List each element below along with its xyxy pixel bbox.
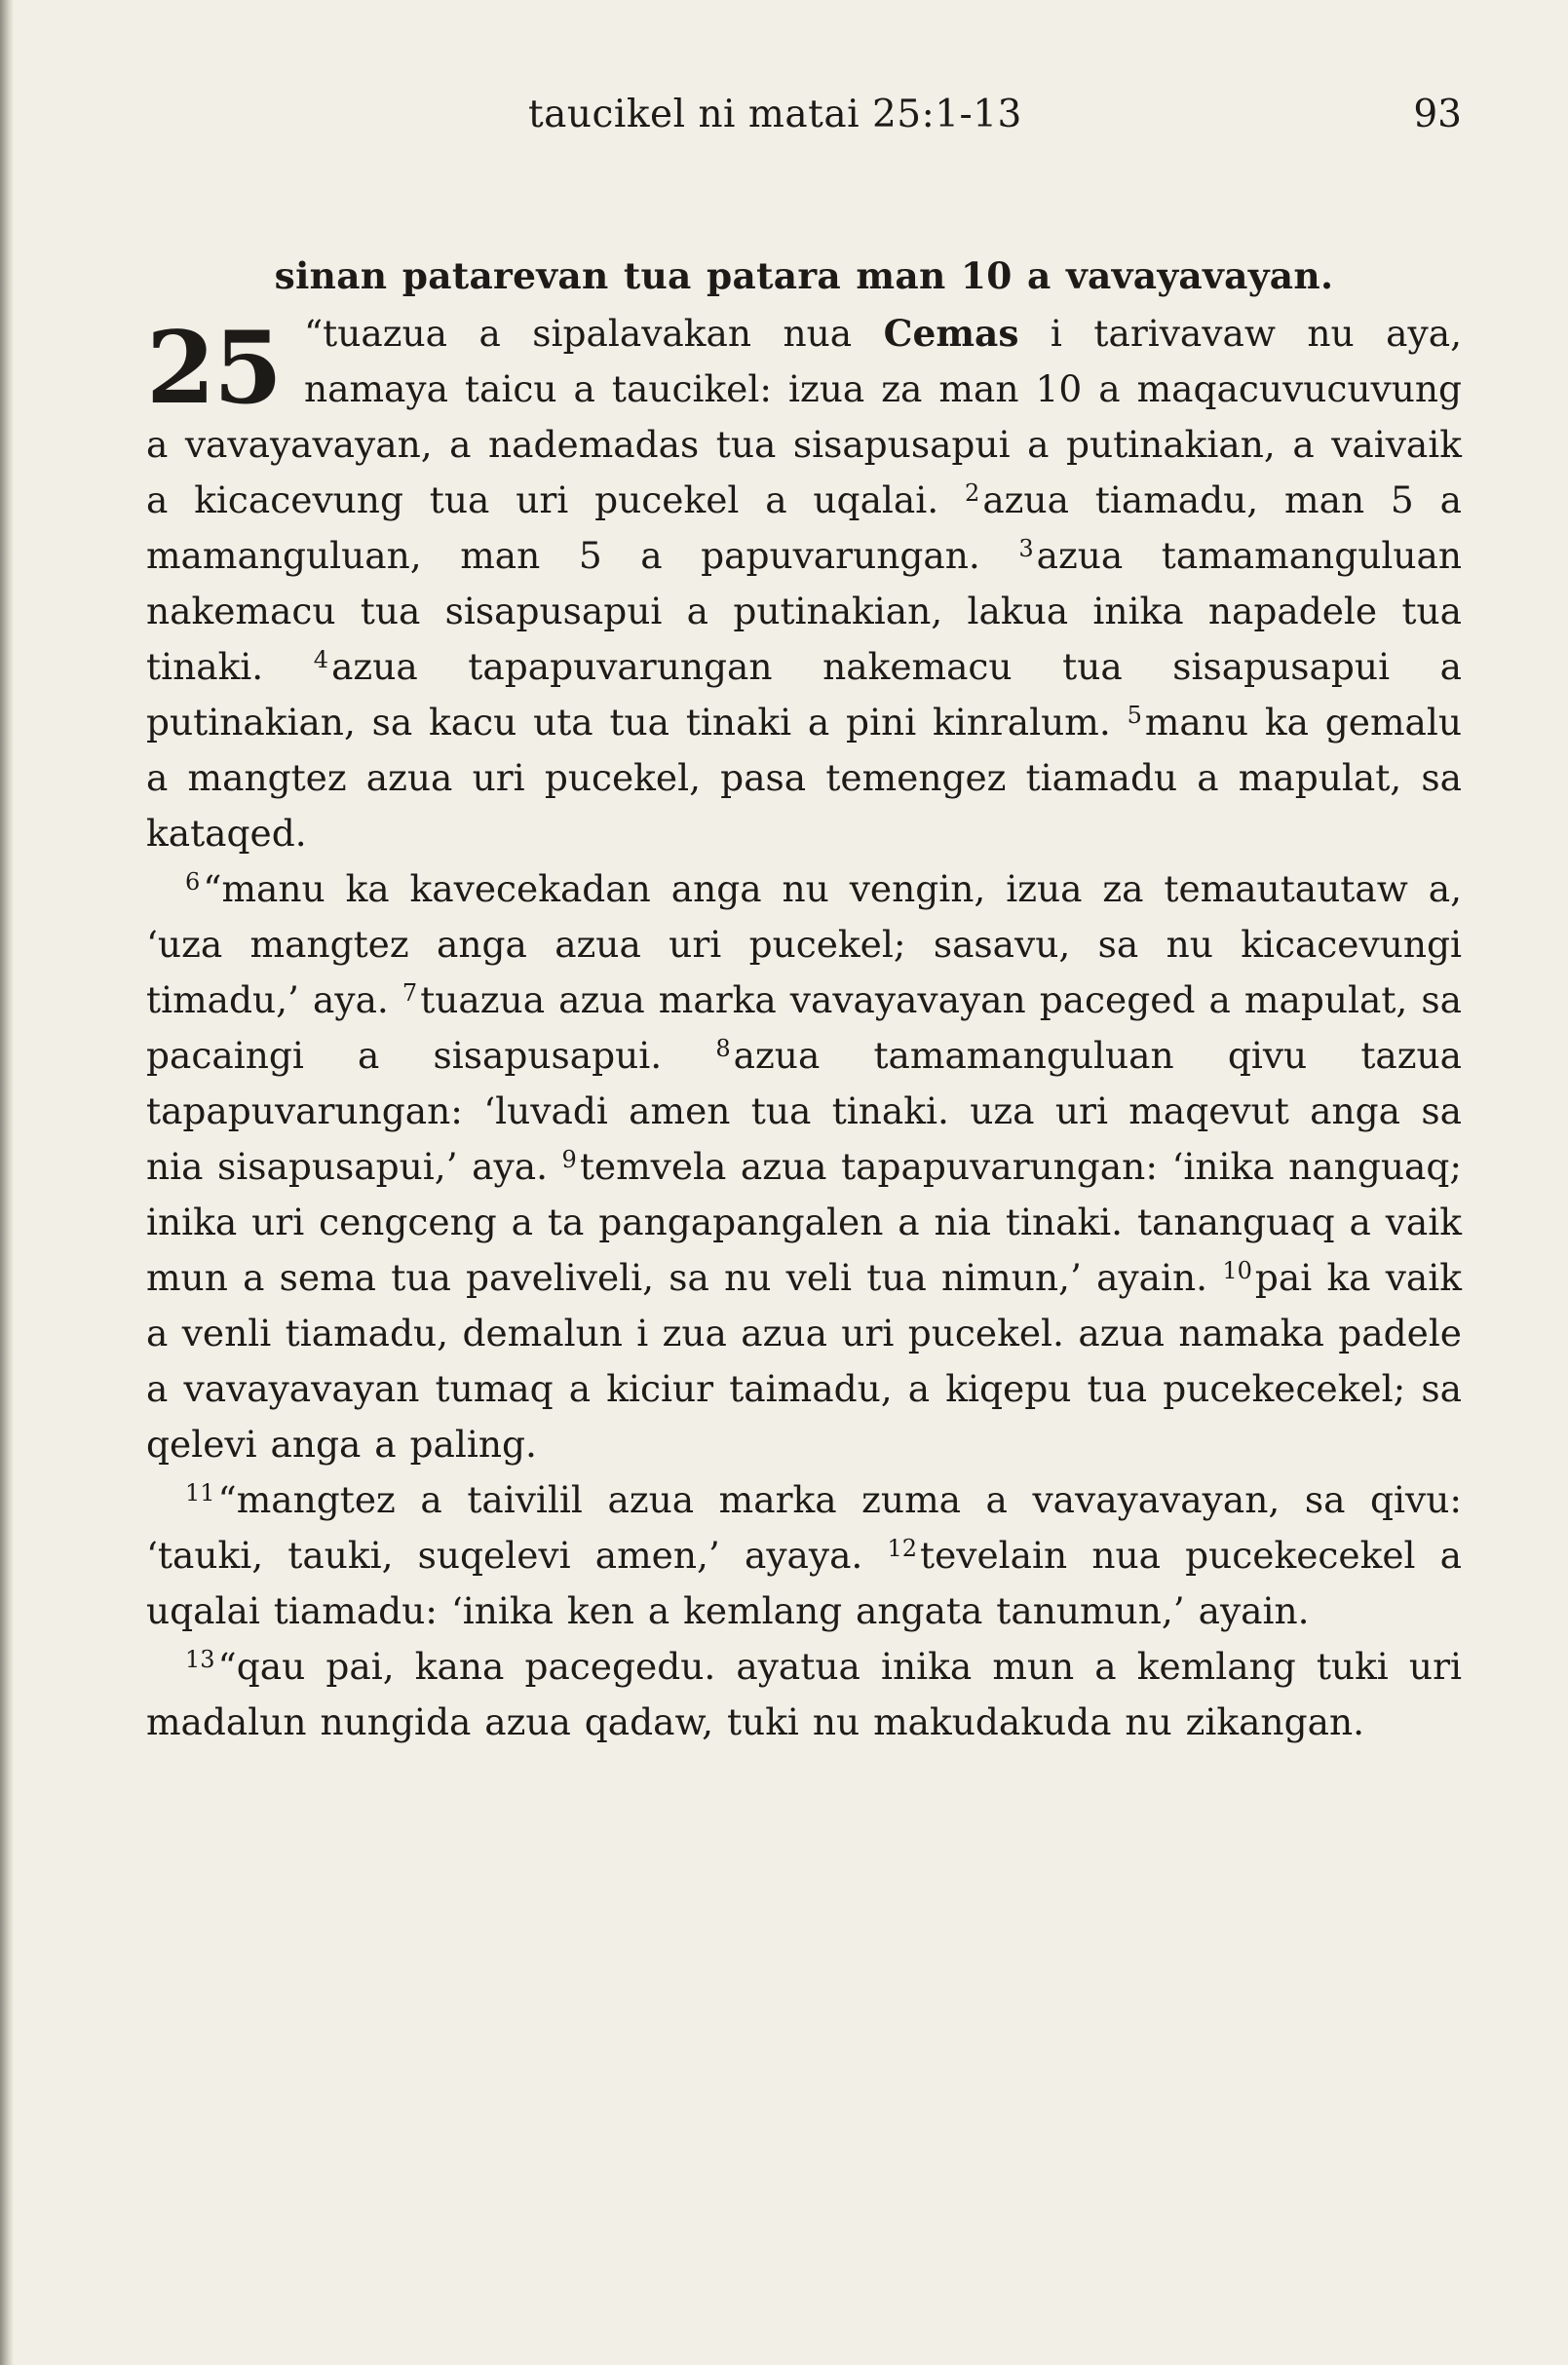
verse-text: azua tamamanguluan nakemacu tua sisapusapui a putinakian, lakua inika napadele tua tinaki. bbox=[146, 534, 1463, 688]
paragraph bbox=[146, 861, 1462, 1472]
body-text bbox=[146, 248, 1462, 1750]
verse-text: temvela azua tapapuvarungan: ‘inika nanguaq; inika uri cengceng a ta pangapangalen a nia tinaki. tananguaq a vaik mun a sema tua paveliveli, sa nu veli tua nimun,’ ayain. bbox=[146, 1145, 1462, 1299]
verse-1-emphasis: Cemas bbox=[883, 312, 1019, 355]
page-number: 93 bbox=[1413, 93, 1462, 136]
verse-number: 3 bbox=[1018, 535, 1034, 562]
verse-text: azua tapapuvarungan nakemacu tua sisapusapui a putinakian, sa kacu uta tua tinaki a pini kinralum. bbox=[146, 645, 1462, 744]
verse-number: 11 bbox=[185, 1479, 215, 1507]
verse-text: “qau pai, kana pacegedu. ayatua inika mun a kemlang tuki uri madalun nungida azua qadaw, tuki nu makudakuda nu zikangan. bbox=[146, 1645, 1462, 1743]
paragraph bbox=[146, 306, 1462, 861]
paragraph bbox=[146, 1472, 1462, 1639]
verse-number: 6 bbox=[185, 868, 201, 896]
binding-edge bbox=[0, 0, 14, 2365]
verse-number: 7 bbox=[402, 979, 418, 1007]
verse-text: azua tamamanguluan qivu tazua tapapuvarungan: ‘luvadi amen tua tinaki. uza uri maqevut anga sa nia sisapusapui,’ aya. bbox=[146, 1034, 1463, 1188]
running-head bbox=[146, 90, 1462, 140]
verse-number: 9 bbox=[561, 1146, 577, 1173]
verse-text: “mangtez a taivilil azua marka zuma a vavayavayan, sa qivu: ‘tauki, tauki, suqelevi amen,’ ayaya. bbox=[146, 1478, 1462, 1577]
chapter-number: 25 bbox=[146, 310, 281, 427]
verse-text: azua tiamadu, man 5 a mamanguluan, man 5 a papuvarungan. bbox=[146, 478, 1462, 577]
verse-number: 13 bbox=[185, 1646, 215, 1673]
verse-text: manu ka gemalu a mangtez azua uri pucekel, pasa temengez tiamadu a mapulat, sa kataqed. bbox=[146, 701, 1463, 855]
running-title: taucikel ni matai 25:1-13 bbox=[528, 93, 1022, 136]
verse-text: tuazua azua marka vavayavayan paceged a mapulat, sa pacaingi a sisapusapui. bbox=[146, 978, 1463, 1077]
verse-text: “manu ka kavecekadan anga nu vengin, izua za temautautaw a, ‘uza mangtez anga azua uri pucekel; sasavu, sa nu kicacevungi timadu,’ aya. bbox=[146, 867, 1462, 1021]
verse-number: 8 bbox=[715, 1035, 731, 1062]
paragraph bbox=[146, 1639, 1462, 1750]
verse-number: 10 bbox=[1222, 1257, 1252, 1284]
verse-number: 12 bbox=[887, 1535, 918, 1562]
verse-number: 5 bbox=[1127, 702, 1142, 729]
verse-number: 4 bbox=[313, 646, 329, 673]
verse-1-text-cont: i tarivavaw nu aya, namaya taicu a taucikel: izua za man 10 a maqacuvucuvung a vavayavayan, a nademadas tua sisapusapui a putinakian, a vaivaik a kicacevung tua uri pucekel a uqalai. bbox=[146, 312, 1462, 521]
verse-number: 2 bbox=[965, 479, 980, 507]
verse-text: pai ka vaik a venli tiamadu, demalun i zua azua uri pucekel. azua namaka padele a vavayavayan tumaq a kiciur taimadu, a kiqepu tua pucekecekel; sa qelevi anga a paling. bbox=[146, 1256, 1463, 1466]
verse-1-text: “tuazua a sipalavakan nua bbox=[303, 312, 853, 355]
section-heading: sinan patarevan tua patara man 10 a vavayavayan. bbox=[274, 254, 1334, 297]
verse-text: tevelain nua pucekecekel a uqalai tiamadu: ‘inika ken a kemlang angata tanumun,’ ayain. bbox=[146, 1534, 1462, 1632]
